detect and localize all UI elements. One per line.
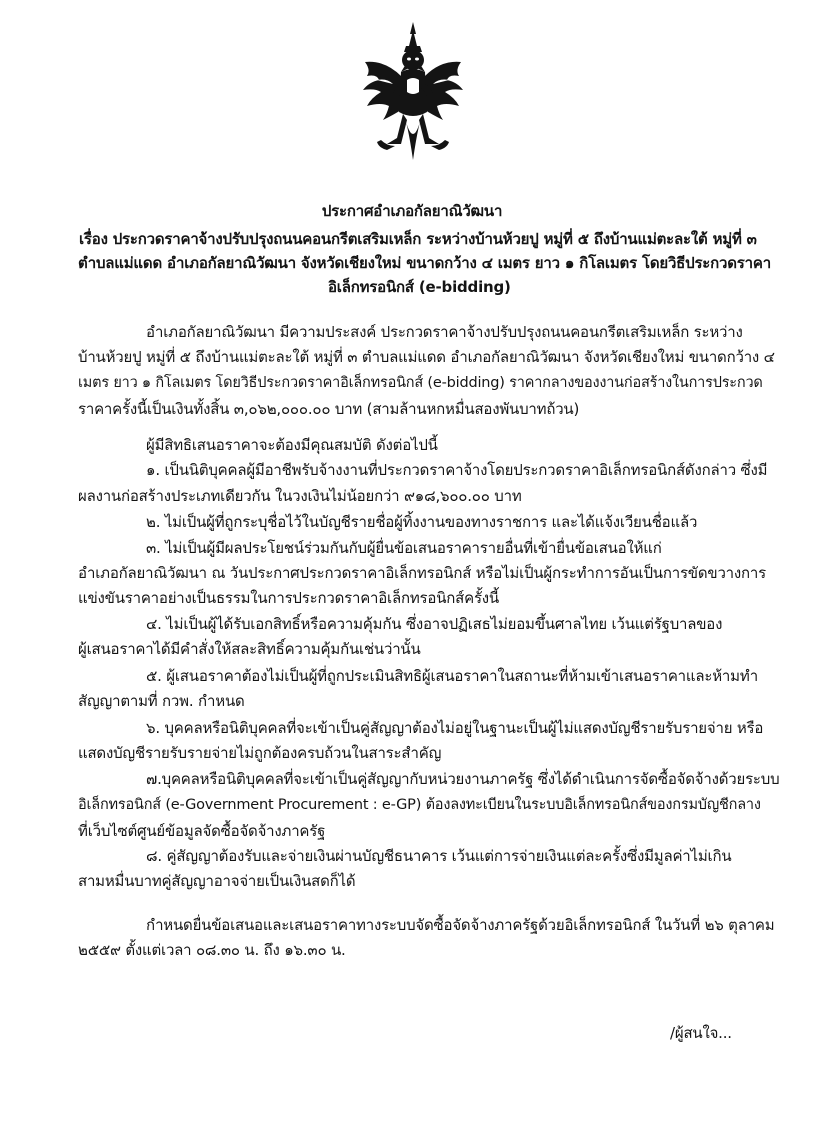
qualification-item-cont: ที่เว็บไซต์ศูนย์ข้อมูลจัดซื้อจัดจ้างภาครัฐ xyxy=(78,822,326,840)
announcement-title: ประกาศอำเภอกัลยาณิวัฒนา xyxy=(321,202,503,220)
qualification-item-cont: แสดงบัญชีรายรับรายจ่ายไม่ถูกต้องครบถ้วนในสาระสำคัญ xyxy=(78,744,442,762)
qualification-item: ๑. เป็นนิติบุคคลผู้มีอาชีพรับจ้างงานที่ประกวดราคาจ้างโดยประกวดราคาอิเล็กทรอนิกส์ดังกล่าว ซึ่งมี xyxy=(146,461,768,479)
garuda-emblem-icon xyxy=(357,20,469,166)
deadline-line: กำหนดยื่นข้อเสนอและเสนอราคาทางระบบจัดซื้อจัดจ้างภาครัฐด้วยอิเล็กทรอนิกส์ ในวันที่ ๒๖ ตุลาคม xyxy=(146,916,775,934)
qualification-item-cont: สัญญาตามที่ กวพ. กำหนด xyxy=(78,692,245,710)
qualification-item: ๒. ไม่เป็นผู้ที่ถูกระบุชื่อไว้ในบัญชีรายชื่อผู้ทิ้งงานของทางราชการ และได้แจ้งเวียนชื่อแล้ว xyxy=(146,513,698,531)
qualification-item: ๗.บุคคลหรือนิติบุคคลที่จะเข้าเป็นคู่สัญญากับหน่วยงานภาครัฐ ซึ่งได้ดำเนินการจัดซื้อจัดจ้างด้วยระบบ xyxy=(146,770,780,788)
qualification-item: ๓. ไม่เป็นผู้มีผลประโยชน์ร่วมกันกับผู้ยื่นข้อเสนอราคารายอื่นที่เข้ายื่นข้อเสนอให้แก่ xyxy=(146,539,662,557)
qualifications-heading: ผู้มีสิทธิเสนอราคาจะต้องมีคุณสมบัติ ดังต่อไปนี้ xyxy=(146,436,438,454)
continued-marker: /ผู้สนใจ... xyxy=(670,1024,732,1042)
subject-line: เรื่อง ประกวดราคาจ้างปรับปรุงถนนคอนกรีตเสริมเหล็ก ระหว่างบ้านห้วยปู หมู่ที่ ๕ ถึงบ้านแม่ตะละใต้ หมู่ที่ ๓ xyxy=(79,230,757,248)
qualification-item-cont: แข่งขันราคาอย่างเป็นธรรมในการประกวดราคาอิเล็กทรอนิกส์ครั้งนี้ xyxy=(78,589,499,607)
qualification-item-cont: อำเภอกัลยาณิวัฒนา ณ วันประกาศประกวดราคาอิเล็กทรอนิกส์ หรือไม่เป็นผู้กระทำการอันเป็นการขัดขวางการ xyxy=(78,564,766,582)
deadline-line: ๒๕๕๙ ตั้งแต่เวลา ๐๘.๓๐ น. ถึง ๑๖.๓๐ น. xyxy=(78,941,346,959)
qualification-item-cont: อิเล็กทรอนิกส์ (e-Government Procurement : e-GP) ต้องลงทะเบียนในระบบอิเล็กทรอนิกส์ของกรมบัญชีกลาง xyxy=(78,797,761,813)
subject-line: อิเล็กทรอนิกส์ (e-bidding) xyxy=(328,278,511,296)
intro-line: บ้านห้วยปู หมู่ที่ ๕ ถึงบ้านแม่ตะละใต้ หมู่ที่ ๓ ตำบลแม่แดด อำเภอกัลยาณิวัฒนา จังหวัดเชียงใหม่ ขนาดกว้าง ๔ xyxy=(78,348,775,366)
qualification-item: ๔. ไม่เป็นผู้ได้รับเอกสิทธิ์หรือความคุ้มกัน ซึ่งอาจปฏิเสธไม่ยอมขึ้นศาลไทย เว้นแต่รัฐบาลของ xyxy=(146,615,723,633)
qualification-item-cont: ผลงานก่อสร้างประเภทเดียวกัน ในวงเงินไม่น้อยกว่า ๙๑๘,๖๐๐.๐๐ บาท xyxy=(78,487,522,505)
qualification-item: ๘. คู่สัญญาต้องรับและจ่ายเงินผ่านบัญชีธนาคาร เว้นแต่การจ่ายเงินแต่ละครั้งซึ่งมีมูลค่าไม่เกิน xyxy=(146,847,732,865)
qualification-item-cont: สามหมื่นบาทคู่สัญญาอาจจ่ายเป็นเงินสดก็ได้ xyxy=(78,872,356,890)
intro-line: เมตร ยาว ๑ กิโลเมตร โดยวิธีประกวดราคาอิเล็กทรอนิกส์ (e-bidding) ราคากลางของงานก่อสร้างในการประกวด xyxy=(78,375,763,391)
intro-line: ราคาครั้งนี้เป็นเงินทั้งสิ้น ๓,๐๖๒,๐๐๐.๐๐ บาท (สามล้านหกหมื่นสองพันบาทถ้วน) xyxy=(78,400,580,418)
qualification-item: ๕. ผู้เสนอราคาต้องไม่เป็นผู้ที่ถูกประเมินสิทธิผู้เสนอราคาในสถานะที่ห้ามเข้าเสนอราคาและห้ามทำ xyxy=(146,667,758,685)
intro-line: อำเภอกัลยาณิวัฒนา มีความประสงค์ ประกวดราคาจ้างปรับปรุงถนนคอนกรีตเสริมเหล็ก ระหว่าง xyxy=(146,323,743,341)
subject-line: ตำบลแม่แดด อำเภอกัลยาณิวัฒนา จังหวัดเชียงใหม่ ขนาดกว้าง ๔ เมตร ยาว ๑ กิโลเมตร โดยวิธีประกวดราคา xyxy=(78,254,771,272)
qualification-item: ๖. บุคคลหรือนิติบุคคลที่จะเข้าเป็นคู่สัญญาต้องไม่อยู่ในฐานะเป็นผู้ไม่แสดงบัญชีรายรับรายจ่าย หรือ xyxy=(146,719,764,737)
qualification-item-cont: ผู้เสนอราคาได้มีคำสั่งให้สละสิทธิ์ความคุ้มกันเช่นว่านั้น xyxy=(78,640,421,658)
